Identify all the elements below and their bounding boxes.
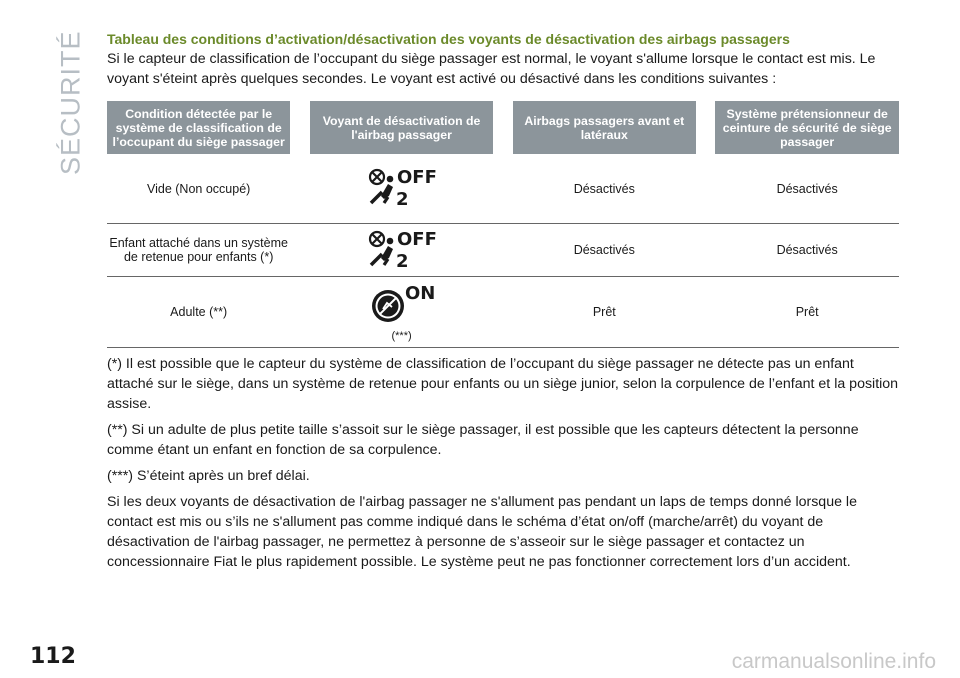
- header-pretensioner: Système prétensionneur de ceinture de sécurité de siège passager: [715, 101, 899, 154]
- pretensioner-cell: Prêt: [715, 277, 899, 348]
- footnote-small-adult: (**) Si un adulte de plus petite taille s’assoit sur le siège passager, il est possible que les capteurs détectent la personne comme étant un enfant en fonction de sa corpulence.: [107, 422, 859, 458]
- pretensioner-cell: Désactivés: [715, 154, 899, 224]
- indicator-off-label: OFF: [396, 228, 437, 250]
- intro-paragraph: Si le capteur de classification de l’occupant du siège passager est normal, le voyant s'allume lorsque le contact est mis. Le voyant s'éteint après quelques secondes. Le voyant est activé ou désactivé dans les conditions suivantes :: [107, 51, 876, 87]
- pretensioner-cell: Désactivés: [715, 224, 899, 277]
- svg-text:2: 2: [395, 189, 409, 209]
- section-title: Tableau des conditions d’activation/désactivation des voyants de désactivation des airbags passagers: [107, 31, 790, 47]
- condition-cell: Vide (Non occupé): [107, 154, 290, 224]
- table-row: [107, 277, 899, 348]
- airbag-on-icon: [367, 283, 437, 328]
- section-side-label: SÉCURITÉ: [55, 30, 86, 175]
- airbag-off-icon: [366, 227, 438, 274]
- condition-cell: Enfant attaché dans un système de retenue pour enfants (*): [107, 224, 290, 277]
- footnote-short-delay: (***) S’éteint après un bref délai.: [107, 468, 310, 484]
- airbags-cell: Prêt: [513, 277, 696, 348]
- indicator-cell: [310, 277, 493, 348]
- header-indicator: Voyant de désactivation de l'airbag passager: [310, 101, 493, 154]
- table-header-row: [107, 101, 899, 154]
- header-condition: Condition détectée par le système de classification de l’occupant du siège passager: [107, 101, 290, 154]
- indicator-cell: [310, 224, 493, 277]
- footnotes: [107, 354, 899, 572]
- indicator-cell: [310, 154, 493, 224]
- watermark: carmanualsonline.info: [731, 650, 936, 673]
- airbag-status-table: [107, 101, 899, 348]
- page-number: 112: [30, 644, 76, 669]
- warning-paragraph: Si les deux voyants de désactivation de l'airbag passager ne s'allument pas pendant un laps de temps donné lorsque le contact est mis ou s’ils ne s'allument pas comme indiqué dans le schéma d’état on/off (marche/arrêt) du voyant de désactivation de l'airbag passager, ne permettez à personne de s’asseoir sur le siège passager et contactez un concessionnaire Fiat le plus rapidement possible. Le système peut ne pas fonctionner correctement lors d’un accident.: [107, 494, 857, 570]
- condition-cell: Adulte (**): [107, 277, 290, 348]
- page-content: [107, 30, 899, 578]
- indicator-note: (***): [391, 329, 412, 342]
- airbag-off-icon: [366, 165, 438, 212]
- table-row: [107, 224, 899, 277]
- svg-text:2: 2: [395, 250, 409, 271]
- airbags-cell: Désactivés: [513, 224, 696, 277]
- footnote-child-seat: (*) Il est possible que le capteur du système de classification de l’occupant du siège passager ne détecte pas un enfant attaché sur le siège, dans un système de retenue pour enfants ou un siège junior, selon la corpulence de l’enfant et la position assise.: [107, 356, 899, 412]
- airbags-cell: Désactivés: [513, 154, 696, 224]
- indicator-off-label: OFF: [396, 167, 437, 188]
- indicator-on-label: ON: [404, 282, 435, 304]
- table-row: [107, 154, 899, 224]
- header-airbags: Airbags passagers avant et latéraux: [513, 101, 696, 154]
